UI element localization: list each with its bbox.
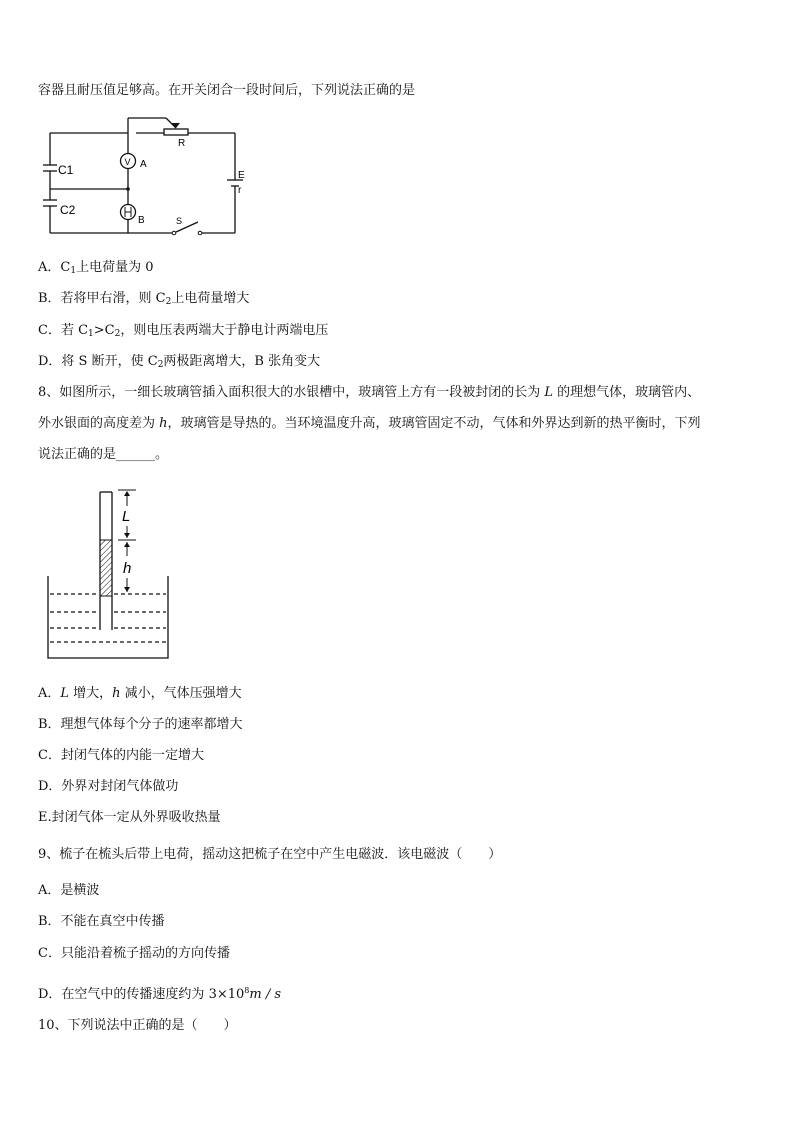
emf-label: E (238, 170, 245, 181)
q8-option-e: E.封闭气体一定从外界吸收热量 (38, 810, 221, 825)
internal-resistance-label: r (238, 185, 242, 196)
q8-option-d: D．外界对封闭气体做功 (38, 779, 179, 794)
q7-option-c: C．若 $C_1>C_2$，则电压表两端大于静电计两端电压 (38, 323, 329, 339)
q9-option-b: B．不能在真空中传播 (38, 914, 165, 929)
q8-option-b: B．理想气体每个分子的速率都增大 (38, 717, 243, 732)
switch-label: S (176, 216, 183, 226)
c1-label: C1 (58, 163, 74, 177)
q9-stem: 9、梳子在梳头后带上电荷，摇动这把梳子在空中产生电磁波．该电磁波（ ） (38, 847, 502, 862)
node-b-label: B (138, 215, 145, 226)
q7-option-b: B．若将甲右滑，则 $C_2$上电荷量增大 (38, 291, 250, 307)
intro-text: 容器且耐压值足够高。在开关闭合一段时间后，下列说法正确的是 (38, 83, 416, 98)
voltmeter-label: V (124, 157, 131, 167)
c2-label: C2 (60, 203, 76, 217)
q8-option-c: C．封闭气体的内能一定增大 (38, 748, 204, 763)
q9-option-d: D．在空气中的传播速度约为 $3\times 10^8m / s$ (38, 986, 282, 1002)
q7-option-a: A．$C_1$上电荷量为 0 (38, 260, 154, 276)
q8-option-a: A．L 增大，h 减小，气体压强增大 (38, 686, 242, 701)
height-h-label: h (123, 560, 132, 577)
circuit-diagram (40, 110, 250, 242)
q7-option-d: D．将 S 断开，使 $C_2$两极距离增大，B 张角变大 (38, 354, 321, 370)
mercury-tube-diagram (44, 488, 176, 660)
length-L-label: L (122, 508, 131, 525)
q10-stem: 10、下列说法中正确的是（ ） (38, 1018, 237, 1033)
q9-option-a: A．是横波 (38, 883, 100, 898)
rheostat-label: R (178, 138, 186, 149)
q8-stem-line2: 外水银面的高度差为 h，玻璃管是导热的。当环境温度升高，玻璃管固定不动，气体和外界达到新的热平衡时，下列 (38, 416, 701, 431)
q8-stem-line3: 说法正确的是______。 (38, 447, 169, 462)
q8-stem-line1: 8、如图所示，一细长玻璃管插入面积很大的水银槽中，玻璃管上方有一段被封闭的长为 L 的理想气体，玻璃管内、 (38, 385, 701, 400)
node-a-label: A (140, 159, 147, 170)
q9-option-c: C．只能沿着梳子摇动的方向传播 (38, 946, 230, 961)
